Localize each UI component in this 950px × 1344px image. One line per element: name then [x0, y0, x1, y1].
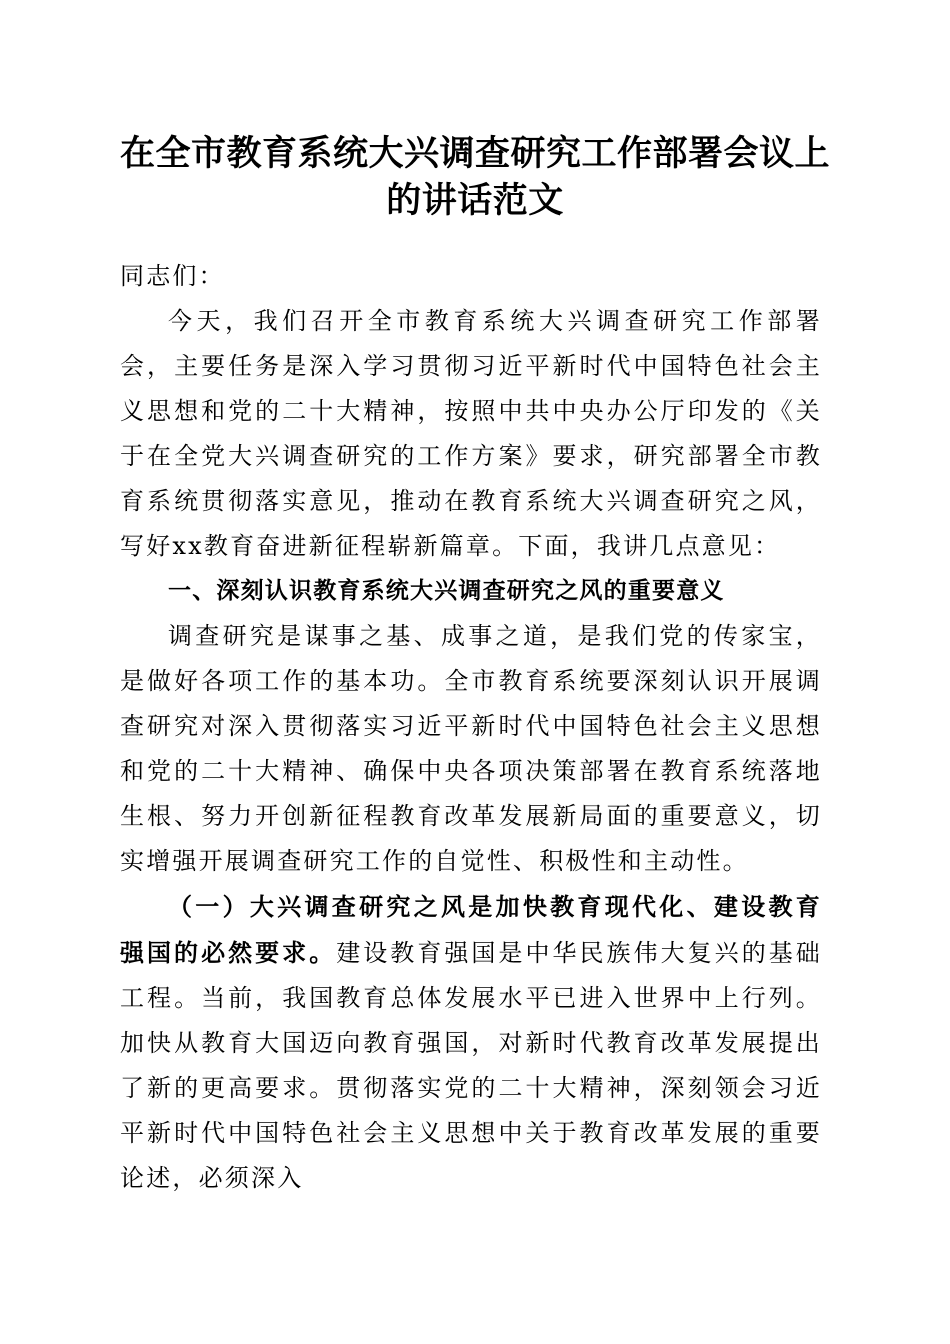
title-line-1: 在全市教育系统大兴调查研究工作部署会议上: [119, 133, 830, 174]
section-1-paragraph: 调查研究是谋事之基、成事之道，是我们党的传家宝，是做好各项工作的基本功。全市教育系统要深刻认识开展调查研究对深入贯彻落实习近平新时代中国特色社会主义思想和党的二十大精神、确保中央各项决策部署在教育系统落地生根、努力开创新征程教育改革发展新局面的重要意义，切实增强开展调查研究工作的自觉性、积极性和主动性。: [120, 622, 822, 875]
title-line-2: 的讲话范文: [386, 180, 564, 221]
subsection-1-body: 建设教育强国是中华民族伟大复兴的基础工程。当前，我国教育总体发展水平已进入世界中上行列。加快从教育大国迈向教育强国，对新时代教育改革发展提出了新的更高要求。贯彻落实党的二十大精神，深刻领会习近平新时代中国特色社会主义思想中关于教育改革发展的重要论述，必须深入: [120, 939, 822, 1192]
subsection-1-lead: （一）大兴调查研究之风是加快教育现代化、建设教育强国的必然要求。: [120, 892, 822, 967]
subsection-1-paragraph: [120, 884, 822, 1201]
section-heading-1: 一、深刻认识教育系统大兴调查研究之风的重要意义: [168, 578, 725, 604]
document-title: [100, 130, 850, 224]
intro-paragraph: 今天，我们召开全市教育系统大兴调查研究工作部署会，主要任务是深入学习贯彻习近平新时代中国特色社会主义思想和党的二十大精神，按照中共中央办公厅印发的《关于在全党大兴调查研究的工作方案》要求，研究部署全市教育系统贯彻落实意见，推动在教育系统大兴调查研究之风，写好xx教育奋进新征程崭新篇章。下面，我讲几点意见：: [120, 307, 822, 560]
document-body: [120, 254, 822, 1201]
salutation: 同志们：: [120, 262, 225, 290]
